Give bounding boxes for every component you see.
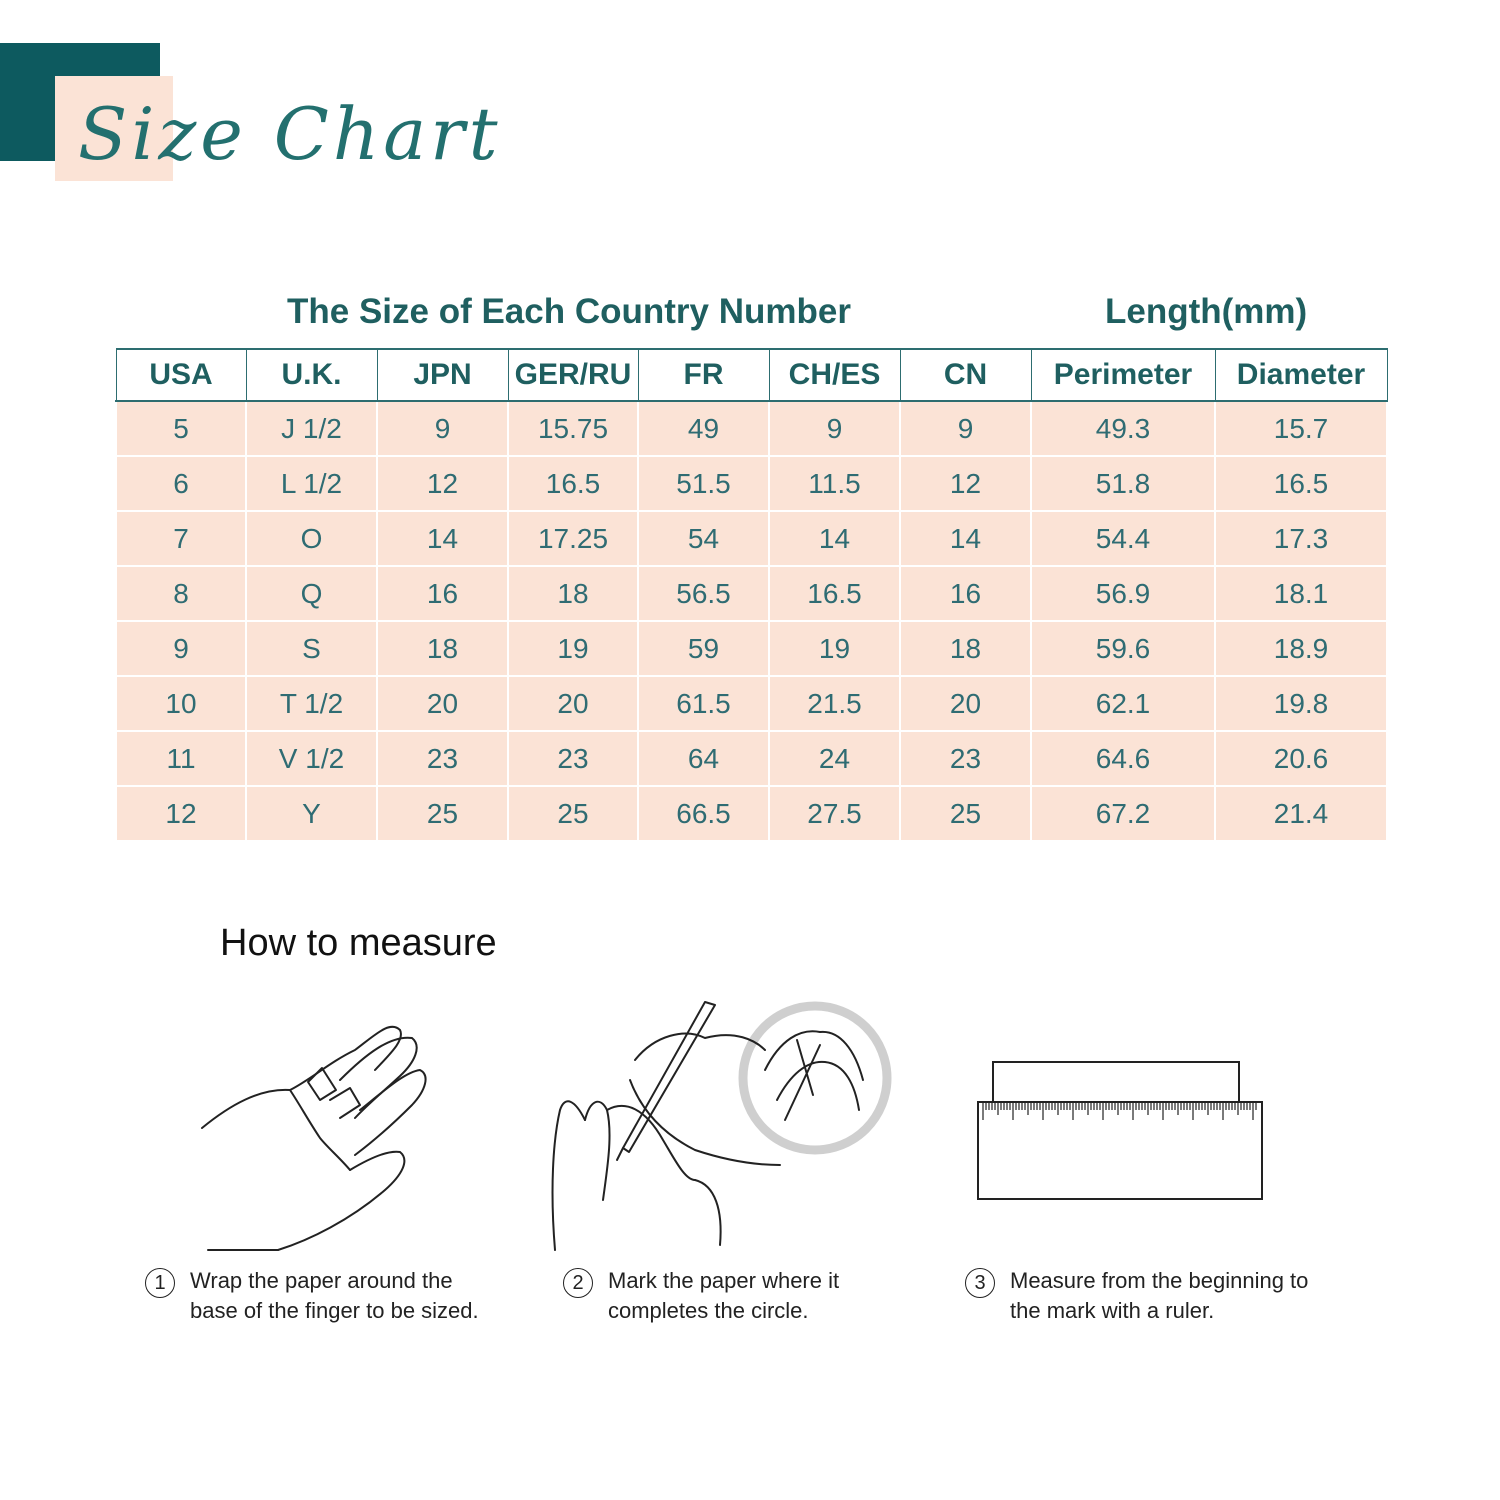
table-cell: 27.5 — [769, 786, 900, 841]
step-text — [608, 1266, 839, 1326]
table-cell: 25 — [508, 786, 638, 841]
table-cell: 21.4 — [1215, 786, 1387, 841]
table-cell: 19 — [769, 621, 900, 676]
table-cell: V 1/2 — [246, 731, 377, 786]
table-cell: 18.9 — [1215, 621, 1387, 676]
table-row — [116, 401, 1387, 456]
table-cell: 23 — [508, 731, 638, 786]
column-header-fr: FR — [638, 349, 769, 401]
table-cell: 18 — [377, 621, 508, 676]
table-cell: 64 — [638, 731, 769, 786]
column-header-jpn: JPN — [377, 349, 508, 401]
table-cell: 20 — [900, 676, 1031, 731]
table-cell: 9 — [769, 401, 900, 456]
table-row — [116, 731, 1387, 786]
table-cell: J 1/2 — [246, 401, 377, 456]
ruler-illustration — [975, 1058, 1270, 1208]
step-number-badge: 2 — [563, 1268, 593, 1298]
table-cell: 54.4 — [1031, 511, 1215, 566]
table-cell: 25 — [900, 786, 1031, 841]
table-cell: 12 — [900, 456, 1031, 511]
table-body — [116, 401, 1387, 841]
table-cell: 14 — [900, 511, 1031, 566]
table-cell: L 1/2 — [246, 456, 377, 511]
table-cell: 12 — [377, 456, 508, 511]
table-row — [116, 676, 1387, 731]
table-cell: 49 — [638, 401, 769, 456]
table-cell: 10 — [116, 676, 246, 731]
table-cell: 16.5 — [1215, 456, 1387, 511]
table-cell: 17.3 — [1215, 511, 1387, 566]
table-cell: 56.9 — [1031, 566, 1215, 621]
table-cell: 64.6 — [1031, 731, 1215, 786]
table-cell: 61.5 — [638, 676, 769, 731]
column-header-perimeter: Perimeter — [1031, 349, 1215, 401]
table-cell: 15.75 — [508, 401, 638, 456]
size-table — [115, 348, 1388, 842]
step-text-line: base of the finger to be sized. — [190, 1298, 479, 1323]
table-cell: 49.3 — [1031, 401, 1215, 456]
column-header-ch-es: CH/ES — [769, 349, 900, 401]
column-header-cn: CN — [900, 349, 1031, 401]
table-header-row — [116, 349, 1387, 401]
table-cell: 11.5 — [769, 456, 900, 511]
table-cell: 8 — [116, 566, 246, 621]
table-cell: T 1/2 — [246, 676, 377, 731]
step-text-line: the mark with a ruler. — [1010, 1298, 1215, 1323]
table-cell: 62.1 — [1031, 676, 1215, 731]
table-cell: 20 — [377, 676, 508, 731]
step-text-line: Measure from the beginning to — [1010, 1268, 1309, 1293]
table-cell: 9 — [116, 621, 246, 676]
table-cell: 14 — [377, 511, 508, 566]
table-cell: S — [246, 621, 377, 676]
table-cell: 20.6 — [1215, 731, 1387, 786]
step-number-badge: 1 — [145, 1268, 175, 1298]
table-cell: 16.5 — [769, 566, 900, 621]
step-text-line: Mark the paper where it — [608, 1268, 840, 1293]
table-cell: 59.6 — [1031, 621, 1215, 676]
step-text — [190, 1266, 479, 1326]
table-cell: 18 — [900, 621, 1031, 676]
table-cell: 5 — [116, 401, 246, 456]
mark-paper-illustration — [545, 1000, 905, 1260]
table-cell: 51.8 — [1031, 456, 1215, 511]
table-cell: 18 — [508, 566, 638, 621]
table-cell: 19.8 — [1215, 676, 1387, 731]
step-text-line: completes the circle. — [608, 1298, 809, 1323]
column-header-uk: U.K. — [246, 349, 377, 401]
column-header-usa: USA — [116, 349, 246, 401]
step-number-badge: 3 — [965, 1268, 995, 1298]
step-text — [1010, 1266, 1308, 1326]
table-cell: 9 — [377, 401, 508, 456]
table-cell: 9 — [900, 401, 1031, 456]
table-cell: 51.5 — [638, 456, 769, 511]
column-header-ger-ru: GER/RU — [508, 349, 638, 401]
table-row — [116, 566, 1387, 621]
table-cell: 16.5 — [508, 456, 638, 511]
table-cell: 20 — [508, 676, 638, 731]
table-row — [116, 456, 1387, 511]
table-cell: 25 — [377, 786, 508, 841]
table-cell: 19 — [508, 621, 638, 676]
step-text-line: Wrap the paper around the — [190, 1268, 453, 1293]
table-cell: 23 — [900, 731, 1031, 786]
table-cell: 17.25 — [508, 511, 638, 566]
page-title: Size Chart — [78, 92, 502, 176]
table-row — [116, 511, 1387, 566]
length-header: Length(mm) — [1105, 292, 1308, 331]
table-cell: 23 — [377, 731, 508, 786]
table-cell: 18.1 — [1215, 566, 1387, 621]
column-header-diameter: Diameter — [1215, 349, 1387, 401]
table-cell: 16 — [900, 566, 1031, 621]
table-row — [116, 786, 1387, 841]
table-cell: 21.5 — [769, 676, 900, 731]
measure-title: How to measure — [220, 922, 497, 964]
table-cell: 14 — [769, 511, 900, 566]
country-size-header: The Size of Each Country Number — [287, 292, 851, 331]
table-cell: Q — [246, 566, 377, 621]
wrap-paper-hand-illustration — [190, 1010, 450, 1260]
table-cell: 12 — [116, 786, 246, 841]
table-cell: 11 — [116, 731, 246, 786]
table-cell: 56.5 — [638, 566, 769, 621]
table-cell: 15.7 — [1215, 401, 1387, 456]
table-cell: 7 — [116, 511, 246, 566]
table-cell: 59 — [638, 621, 769, 676]
table-cell: Y — [246, 786, 377, 841]
table-cell: 6 — [116, 456, 246, 511]
table-cell: 67.2 — [1031, 786, 1215, 841]
table-row — [116, 621, 1387, 676]
table-cell: 66.5 — [638, 786, 769, 841]
table-cell: O — [246, 511, 377, 566]
table-cell: 24 — [769, 731, 900, 786]
table-cell: 54 — [638, 511, 769, 566]
table-cell: 16 — [377, 566, 508, 621]
